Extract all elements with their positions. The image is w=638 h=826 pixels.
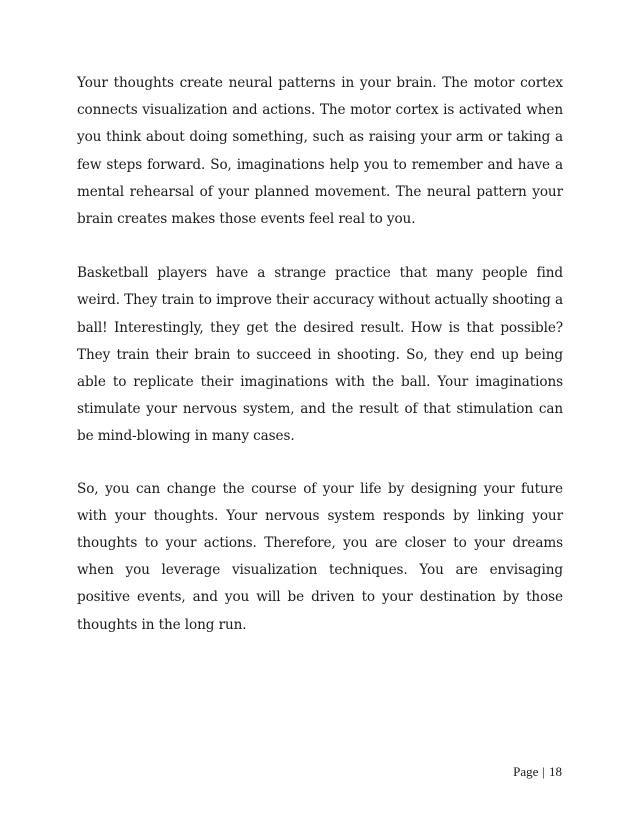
page-label: Page xyxy=(513,764,539,779)
page-footer xyxy=(513,764,562,780)
page-separator: | xyxy=(542,764,545,779)
paragraph-1: Your thoughts create neural patterns in your brain. The motor cortex connects visualization and actions. The motor cortex is activated when you think about doing something, such as raising your arm or taking a few steps forward. So, imaginations help you to remember and have a mental rehearsal of your planned movement. The neural pattern your brain creates makes those events feel real to you. xyxy=(77,75,563,228)
paragraph-2: Basketball players have a strange practice that many people find weird. They train to improve their accuracy without actually shooting a ball! Interestingly, they get the desired result. How is that possible? They train their brain to succeed in shooting. So, they end up being able to replicate their imaginations with the ball. Your imaginations stimulate your nervous system, and the result of that stimulation can be mind-blowing in many cases. xyxy=(77,265,563,445)
body-text xyxy=(77,70,563,666)
page-number: 18 xyxy=(549,764,562,779)
paragraph-3: So, you can change the course of your life by designing your future with your thoughts. Your nervous system responds by linking your thoughts to your actions. Therefore, you are closer to your dreams when you leverage visualization techniques. You are envisaging positive events, and you will be driven to your destination by those thoughts in the long run. xyxy=(77,480,563,633)
